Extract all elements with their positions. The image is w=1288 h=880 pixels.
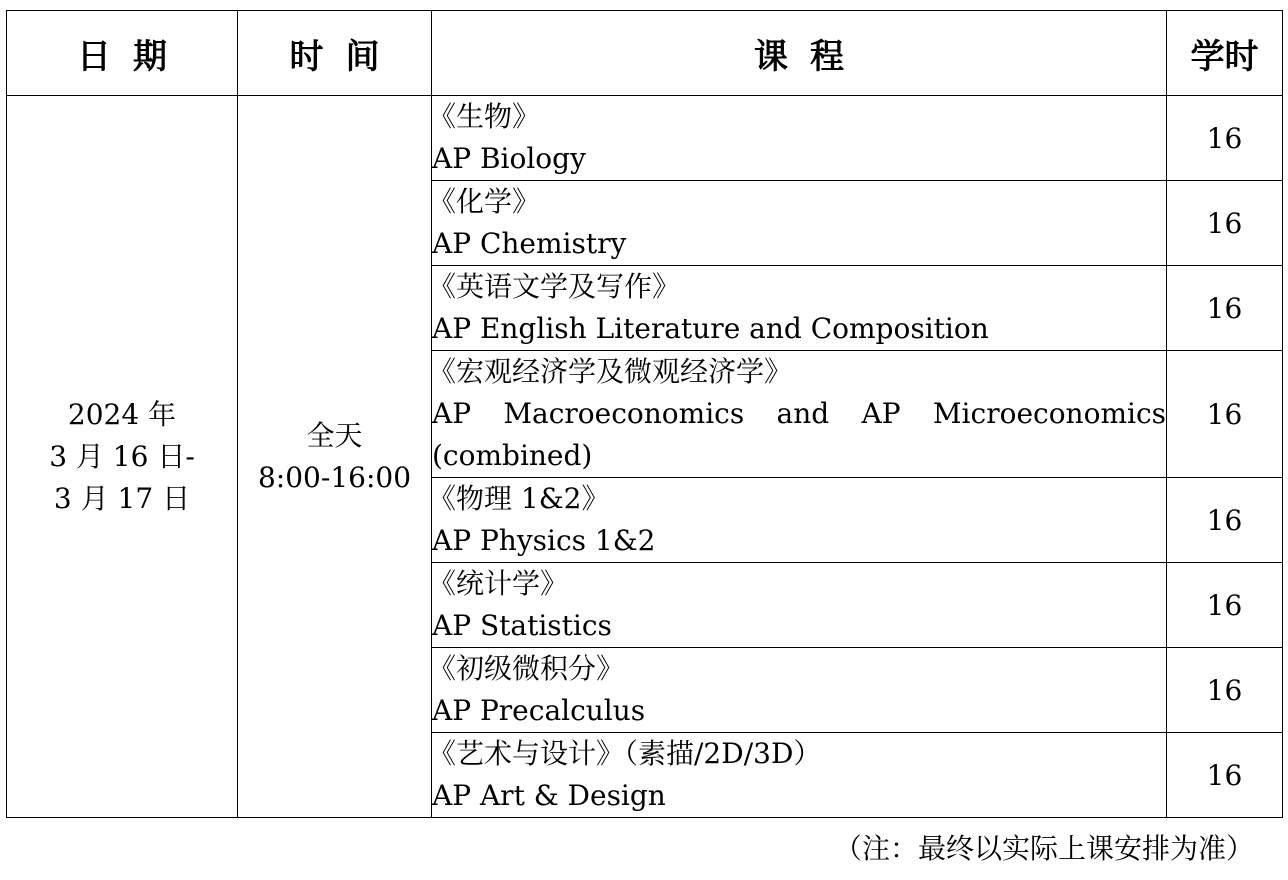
course-name-cn: 《初级微积分》	[428, 652, 625, 685]
header-row	[7, 11, 1283, 96]
hours-cell: 16	[1167, 478, 1283, 563]
course-name-en: AP Chemistry	[432, 227, 627, 260]
course-name-cn: 《宏观经济学及微观经济学》	[428, 355, 793, 388]
course-name-en: AP English Literature and Composition	[432, 312, 989, 345]
course-cell	[428, 181, 1167, 266]
header-course: 课 程	[432, 11, 1167, 96]
course-name-cn: 《物理 1&2》	[428, 482, 610, 515]
course-name-en: AP Physics 1&2	[432, 524, 656, 557]
course-name-cn: 《英语文学及写作》	[428, 270, 681, 303]
time-cell	[238, 96, 432, 818]
course-name-en: AP Biology	[432, 142, 586, 175]
time-line: 8:00-16:00	[257, 460, 412, 494]
hours-cell: 16	[1167, 181, 1283, 266]
course-cell	[428, 733, 1167, 818]
hours-cell: 16	[1167, 351, 1283, 478]
course-cell	[428, 563, 1167, 648]
course-name-cn: 《生物》	[428, 100, 541, 133]
date-cell	[7, 96, 238, 818]
time-line: 全天	[306, 418, 363, 452]
date-line: 3 月 17 日	[53, 481, 191, 515]
header-time: 时 间	[238, 11, 432, 96]
course-name-en: AP Precalculus	[432, 694, 646, 727]
hours-cell: 16	[1167, 648, 1283, 733]
hours-cell: 16	[1167, 733, 1283, 818]
course-cell	[428, 266, 1167, 351]
header-hours: 学时	[1167, 11, 1283, 96]
course-name-cn: 《艺术与设计》（素描/2D/3D）	[428, 737, 822, 770]
course-name-en: AP Art & Design	[432, 779, 666, 812]
course-name-cn: 《化学》	[428, 185, 541, 218]
hours-cell: 16	[1167, 266, 1283, 351]
date-line: 2024 年	[67, 397, 177, 431]
course-cell	[428, 478, 1167, 563]
header-date: 日 期	[7, 11, 238, 96]
footnote: （注：最终以实际上课安排为准）	[833, 832, 1254, 865]
course-name-en: AP Statistics	[432, 609, 612, 642]
course-cell	[428, 648, 1167, 733]
course-name-en: AP Macroeconomics and AP Microeconomics (combined)	[432, 397, 1166, 472]
course-name-cn: 《统计学》	[428, 567, 569, 600]
hours-cell: 16	[1167, 96, 1283, 181]
table-row	[7, 96, 1283, 181]
hours-cell: 16	[1167, 563, 1283, 648]
course-cell	[428, 351, 1167, 478]
date-line: 3 月 16 日-	[49, 439, 195, 473]
course-cell	[428, 96, 1167, 181]
schedule-table	[6, 10, 1283, 818]
